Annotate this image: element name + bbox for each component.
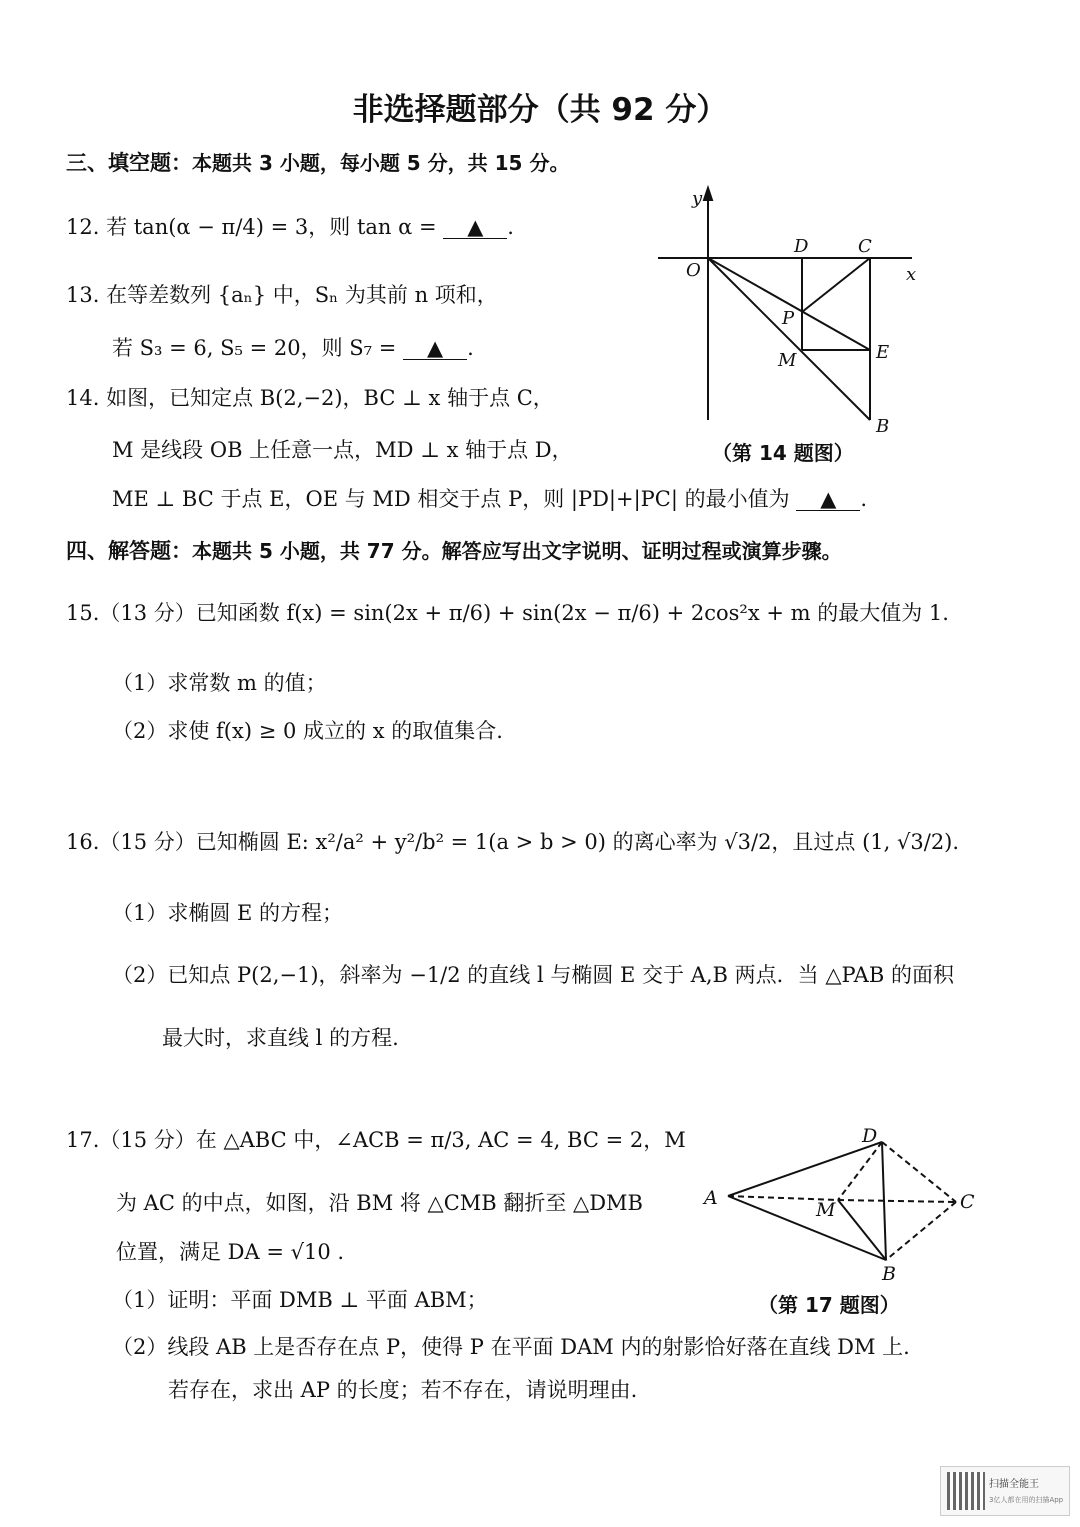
label-x: x [906,264,917,285]
label-B: B [876,416,890,437]
q16-part-2-cont: 最大时，求直线 l 的方程. [162,1026,399,1050]
q16-line-1: 16.（15 分）已知椭圆 E: x²/a² + y²/b² = 1(a > b > 0) 的离心率为 √3/2，且过点 (1, √3/2). [66,830,960,854]
q14-end: . [860,487,868,511]
label-y: y [692,188,703,209]
question-13-line-2 [112,333,474,363]
section-4-title: 四、解答题： [66,539,192,563]
label-D: D [794,236,809,257]
figure-17-caption: （第 17 题图） [758,1293,900,1317]
q17-line-1: 17.（15 分）在 △ABC 中，∠ACB = π/3, AC = 4, BC = 2，M [66,1128,686,1152]
answer-blank: ▲ [796,488,860,511]
label-C: C [960,1191,975,1213]
q17-line-3: 位置，满足 DA = √10 . [116,1240,345,1264]
q12-end: . [507,215,514,239]
label-A: A [704,1187,718,1209]
q17-part-1: （1）证明：平面 DMB ⊥ 平面 ABM； [112,1288,488,1312]
segment-OB [708,258,870,420]
q16-part-1: （1）求椭圆 E 的方程； [112,901,344,925]
label-E: E [876,342,890,363]
label-M: M [778,350,797,371]
label-D: D [862,1125,878,1147]
answer-blank: ▲ [403,337,467,360]
q16-part-2: （2）已知点 P(2,−1)，斜率为 −1/2 的直线 l 与椭圆 E 交于 A,B 两点．当 △PAB 的面积 [112,963,954,987]
label-O: O [686,260,701,281]
segment-PC [802,258,870,312]
scanner-watermark [940,1466,1070,1516]
label-M: M [816,1199,836,1221]
y-axis-arrow [704,188,712,200]
q14-line-1: 14. 如图，已知定点 B(2,−2)，BC ⊥ x 轴于点 C， [66,386,554,410]
section-4-desc: 本题共 5 小题，共 77 分。解答应写出文字说明、证明过程或演算步骤。 [192,539,842,563]
q17-part-2: （2）线段 AB 上是否存在点 P，使得 P 在平面 DAM 内的射影恰好落在直线 DM 上. [112,1335,910,1359]
q17-line-2: 为 AC 的中点，如图，沿 BM 将 △CMB 翻折至 △DMB [116,1191,643,1215]
label-P: P [782,308,795,329]
q17-part-2-cont: 若存在，求出 AP 的长度；若不存在，请说明理由. [168,1378,638,1402]
edge-DC [882,1142,956,1202]
qr-code-icon [947,1472,985,1510]
q15-line-1: 15.（13 分）已知函数 f(x) = sin(2x + π/6) + sin(2x − π/6) + 2cos²x + m 的最大值为 1. [66,601,949,625]
q15-part-2: （2）求使 f(x) ≥ 0 成立的 x 的取值集合. [112,719,503,743]
segment-OE [708,258,870,350]
section-3-title: 三、填空题： [66,151,192,175]
label-C: C [858,236,872,257]
label-B: B [882,1263,896,1285]
edge-AB [728,1196,886,1260]
figure-17 [700,1120,990,1290]
section-3-header [66,148,569,178]
q14-text: ME ⊥ BC 于点 E，OE 与 MD 相交于点 P，则 |PD|+|PC| 的最小值为 [112,487,790,511]
q13-line-1: 13. 在等差数列 {aₙ} 中，Sₙ 为其前 n 项和， [66,283,498,307]
section-4-header [66,536,842,566]
q14-line-2: M 是线段 OB 上任意一点，MD ⊥ x 轴于点 D， [112,438,573,462]
figure-14-caption: （第 14 题图） [712,441,854,465]
edge-CB [886,1202,956,1260]
figure-14 [650,180,930,440]
watermark-sub: 3亿人都在用的扫描App [989,1496,1064,1504]
q15-part-1: （1）求常数 m 的值； [112,671,327,695]
section-3-desc: 本题共 3 小题，每小题 5 分，共 15 分。 [192,151,570,175]
answer-blank: ▲ [443,216,507,239]
question-14-line-3 [112,484,867,514]
watermark-brand: 扫描全能王 [989,1479,1039,1490]
edge-AD [728,1142,882,1196]
page-title: 非选择题部分（共 92 分） [352,92,728,128]
q13-text: 若 S₃ = 6, S₅ = 20，则 S₇ = [112,336,397,360]
q12-text: 12. 若 tan(α − π/4) = 3，则 tan α = [66,215,437,239]
edge-MC [838,1200,956,1202]
question-12 [66,212,514,242]
q13-end: . [467,336,474,360]
